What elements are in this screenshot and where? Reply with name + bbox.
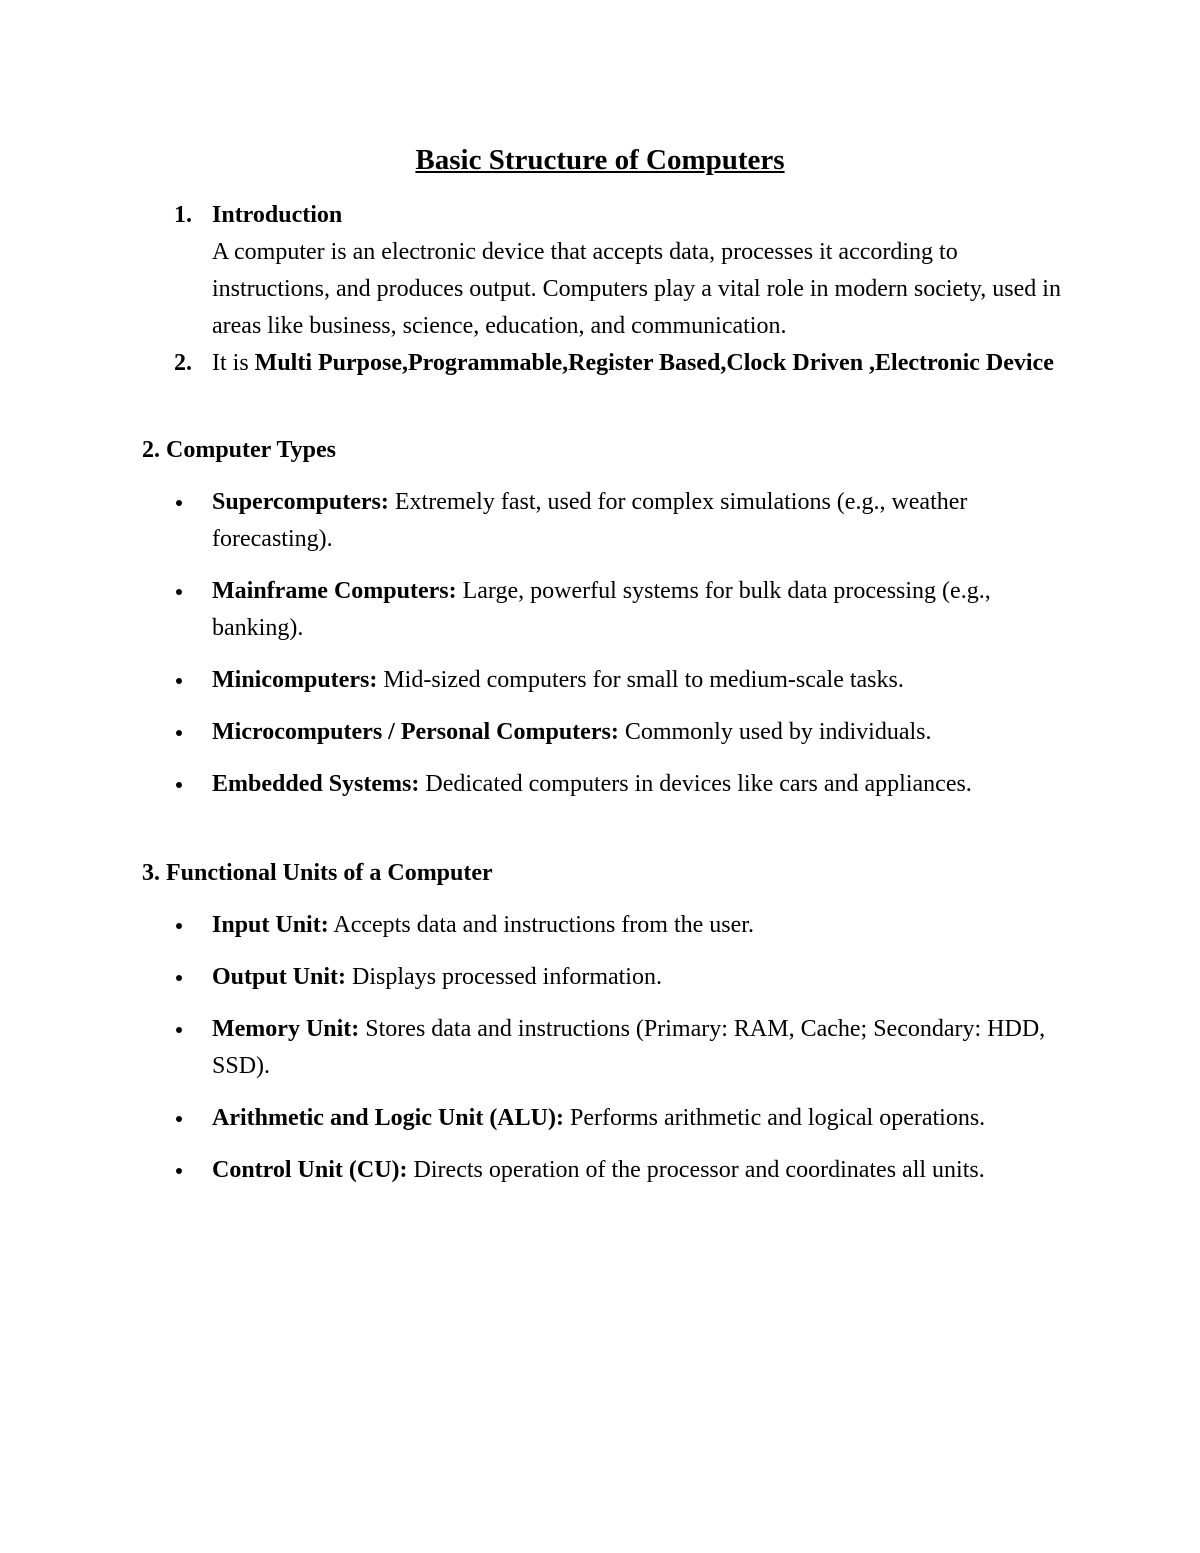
list-item-term: Supercomputers:: [212, 489, 389, 515]
bullet-icon: [176, 500, 182, 506]
list-item-term: Control Unit (CU):: [212, 1157, 408, 1183]
list-item-term: Microcomputers / Personal Computers:: [212, 719, 619, 745]
properties-prefix: It is: [212, 350, 255, 376]
bullet-icon: [176, 782, 182, 788]
intro-heading: Introduction: [212, 202, 343, 228]
list-item-term: Memory Unit:: [212, 1016, 360, 1042]
intro-list: [174, 197, 1072, 382]
list-item: [212, 1152, 1072, 1189]
bullet-icon: [176, 730, 182, 736]
list-item-desc: Extremely fast, used for complex simulations (e.g., weather forecasting).: [212, 489, 968, 552]
list-item: [212, 484, 1072, 558]
list-item: [212, 766, 1072, 803]
list-item-desc: Stores data and instructions (Primary: RAM, Cache; Secondary: HDD, SSD).: [212, 1016, 1046, 1079]
list-number: 1.: [174, 202, 192, 228]
intro-paragraph: A computer is an electronic device that accepts data, processes it according to instructions, and produces output. Computers play a vital role in modern society, used in areas like business, science, education, and communication.: [212, 239, 1061, 339]
list-item-desc: Performs arithmetic and logical operations.: [563, 1105, 986, 1131]
computer-types-list: [212, 484, 1072, 818]
bullet-icon: [176, 923, 182, 929]
list-item: [212, 573, 1072, 647]
bullet-icon: [176, 1168, 182, 1174]
list-item-desc: Displays processed information.: [346, 964, 662, 990]
section-heading-computer-types: 2. Computer Types: [142, 437, 337, 463]
list-item-desc: Commonly used by individuals.: [618, 719, 932, 745]
section-heading-functional-units: 3. Functional Units of a Computer: [142, 860, 493, 886]
list-item-term: Minicomputers:: [212, 667, 378, 693]
list-item: [212, 662, 1072, 699]
list-number: 2.: [174, 350, 192, 376]
list-item-term: Arithmetic and Logic Unit (ALU):: [212, 1105, 564, 1131]
list-item-term: Embedded Systems:: [212, 771, 420, 797]
list-item: [212, 714, 1072, 751]
list-item-desc: Dedicated computers in devices like cars and appliances.: [419, 771, 972, 797]
bullet-icon: [176, 975, 182, 981]
list-item-term: Mainframe Computers:: [212, 578, 457, 604]
list-item: [212, 1100, 1072, 1137]
bullet-icon: [176, 1116, 182, 1122]
bullet-icon: [176, 678, 182, 684]
functional-units-list: [212, 907, 1072, 1204]
list-item-desc: Accepts data and instructions from the user.: [328, 912, 754, 938]
list-item-desc: Directs operation of the processor and coordinates all units.: [407, 1157, 985, 1183]
bullet-icon: [176, 1027, 182, 1033]
page-title: Basic Structure of Computers: [415, 144, 785, 176]
properties-text: Multi Purpose,Programmable,Register Based,Clock Driven ,Electronic Device: [254, 350, 1054, 376]
list-item: [212, 959, 1072, 996]
list-item-desc: Large, powerful systems for bulk data processing (e.g., banking).: [212, 578, 991, 641]
bullet-icon: [176, 589, 182, 595]
list-item-term: Input Unit:: [212, 912, 329, 938]
list-item-desc: Mid-sized computers for small to medium-scale tasks.: [377, 667, 904, 693]
intro-item-introduction: [174, 197, 1072, 345]
list-item: [212, 907, 1072, 944]
list-item: [212, 1011, 1072, 1085]
intro-item-properties: [174, 345, 1072, 382]
list-item-term: Output Unit:: [212, 964, 347, 990]
